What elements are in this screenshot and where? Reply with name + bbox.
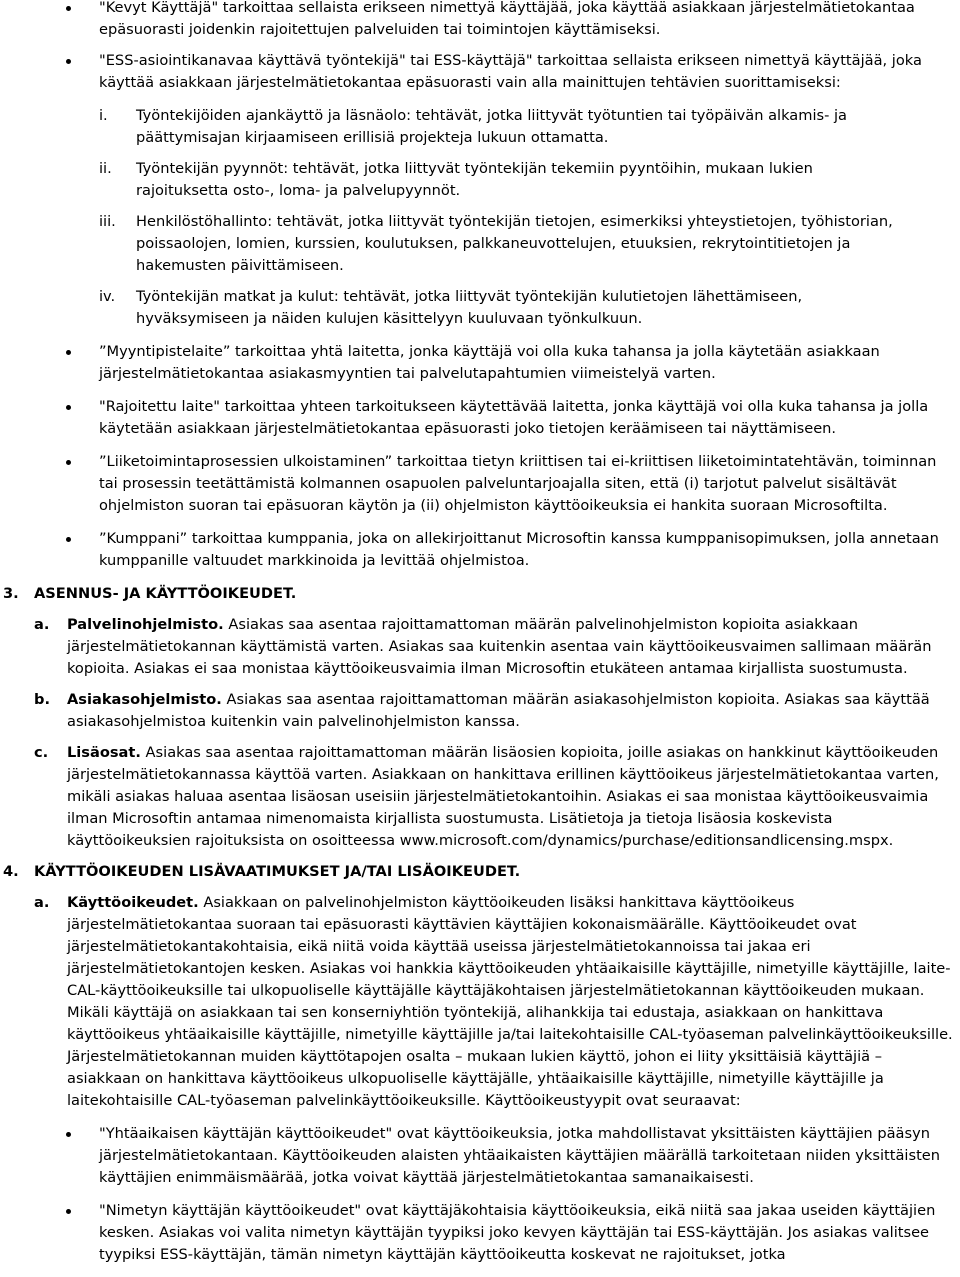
- roman-list-item: [0, 286, 960, 330]
- section-heading: [0, 861, 960, 883]
- subsection-letter: a.: [34, 616, 50, 633]
- list-item: [0, 341, 960, 385]
- subsection: [0, 742, 960, 852]
- section-title: ASENNUS- JA KÄYTTÖOIKEUDET.: [34, 585, 297, 602]
- subsection-letter: b.: [34, 691, 50, 708]
- list-item: [0, 1200, 960, 1266]
- subsection: [0, 614, 960, 680]
- subsection-title: Lisäosat.: [67, 744, 141, 761]
- section-title: KÄYTTÖOIKEUDEN LISÄVAATIMUKSET JA/TAI LISÄOIKEUDET.: [34, 863, 521, 880]
- subsection-text: Asiakas saa asentaa rajoittamattoman määrän asiakasohjelmiston kopioita. Asiakas saa käyttää asiakasohjelmistoa kuitenkin vain palvelinohjelmiston kanssa.: [67, 691, 930, 730]
- subsection-text: Asiakas saa asentaa rajoittamattoman määrän lisäosien kopioita, joille asiakas on hankkinut käyttöoikeuden järjestelmätietokannassa käyttöä varten. Asiakkaan on hankittava erillinen käyttöoikeus järjestelmätietokantaa varten, mikäli asiakas haluaa asentaa lisäosan useisiin järjestelmätietokantoihin. Asiakas ei saa monistaa käyttöoikeusvaimia ilman Microsoftin antamaa nimenomaista kirjallista suostumusta. Lisätietoja ja tietoja lisäosia koskevista käyttöoikeuksien rajoituksista on osoitteessa www.microsoft.com/dynamics/purchase/editionsandlicensing.mspx.: [67, 744, 939, 849]
- roman-numeral: i.: [99, 107, 108, 124]
- subsection-letter: a.: [34, 894, 50, 911]
- bullet-icon: [66, 6, 71, 11]
- roman-numeral: ii.: [99, 160, 112, 177]
- subsection: [0, 689, 960, 733]
- bullet-text: "ESS-asiointikanavaa käyttävä työntekijä" tai ESS-käyttäjä" tarkoittaa sellaista erikseen nimettyä käyttäjää, joka käyttää asiakkaan järjestelmätietokantaa epäsuorasti vain alla mainittujen tehtävien suorittamiseksi:: [99, 52, 922, 91]
- subsection-title: Palvelinohjelmisto.: [67, 616, 224, 633]
- bullet-icon: [66, 1209, 71, 1214]
- bullet-text: "Yhtäaikaisen käyttäjän käyttöoikeudet" ovat käyttöoikeuksia, jotka mahdollistavat yksittäisten käyttäjien pääsyn järjestelmätietokantaan. Käyttöoikeuden alaisten yhtäaikaisten käyttäjien määrällä tarkoitetaan niiden yksittäisten käyttäjien enimmäismäärää, jotka voivat käyttää järjestelmätietokantaa samanaikaisesti.: [99, 1125, 941, 1186]
- subsection-title: Käyttöoikeudet.: [67, 894, 199, 911]
- bullet-text: ”Liiketoimintaprosessien ulkoistaminen” tarkoittaa tietyn kriittisen tai ei-kriittisen liiketoimintatehtävän, toiminnan tai prosessin teetättämistä kolmannen osapuolen palveluntarjoajalla siten, että (i) tarjotut palvelut sisältävät ohjelmiston suoran tai epäsuoran käytön ja (ii) ohjelmiston käyttöoikeuksia ei hankita suoraan Microsoftilta.: [99, 453, 937, 514]
- bullet-text: "Rajoitettu laite" tarkoittaa yhteen tarkoitukseen käytettävää laitetta, jonka käyttäjä voi olla kuka tahansa ja jolla käytetään asiakkaan järjestelmätietokantaa epäsuorasti joko tietojen keräämiseen tai näyttämiseen.: [99, 398, 929, 437]
- list-item: [0, 528, 960, 572]
- bullet-icon: [66, 59, 71, 64]
- roman-item-text: Työntekijöiden ajankäyttö ja läsnäolo: tehtävät, jotka liittyvät työtuntien tai työpäivän alkamis- ja päättymisajan kirjaamiseen erillisiä projekteja lukuun ottamatta.: [136, 107, 848, 146]
- subsection-title: Asiakasohjelmisto.: [67, 691, 222, 708]
- roman-numeral: iv.: [99, 288, 116, 305]
- bullet-icon: [66, 460, 71, 465]
- subsection-letter: c.: [34, 744, 49, 761]
- list-item: [0, 451, 960, 517]
- bullet-icon: [66, 537, 71, 542]
- bullet-text: ”Kumppani” tarkoittaa kumppania, joka on allekirjoittanut Microsoftin kanssa kumppanisopimuksen, jolla annetaan kumppanille valtuudet markkinoida ja levittää ohjelmistoa.: [99, 530, 939, 569]
- bullet-icon: [66, 350, 71, 355]
- bullet-text: "Nimetyn käyttäjän käyttöoikeudet" ovat käyttäjäkohtaisia käyttöoikeuksia, eikä niitä saa jakaa useiden käyttäjien kesken. Asiakas voi valita nimetyn käyttäjän tyypiksi joko kevyen käyttäjän tai ESS-käyttäjän. Jos asiakas valitsee tyypiksi ESS-käyttäjän, tämän nimetyn käyttäjän käyttöoikeutta koskevat ne rajoitukset, jotka: [99, 1202, 936, 1263]
- section-number: 4.: [3, 863, 19, 880]
- roman-numeral: iii.: [99, 213, 116, 230]
- section-number: 3.: [3, 585, 19, 602]
- subsection: [0, 892, 960, 1112]
- subsection-text: Asiakas saa asentaa rajoittamattoman määrän palvelinohjelmiston kopioita asiakkaan järjestelmätietokannan käyttämistä varten. Asiakas saa kuitenkin asentaa vain käyttöoikeusvaimen sallimaan määrän kopioita. Asiakas ei saa monistaa käyttöoikeusvaimia ilman Microsoftin etukäteen antamaa kirjallista suostumusta.: [67, 616, 932, 677]
- roman-list-item: [0, 158, 960, 202]
- bullet-text: ”Myyntipistelaite” tarkoittaa yhtä laitetta, jonka käyttäjä voi olla kuka tahansa ja jolla käytetään asiakkaan järjestelmätietokantaa asiakasmyyntien tai palvelutapahtumien viimeistelyä varten.: [99, 343, 880, 382]
- roman-item-text: Työntekijän pyynnöt: tehtävät, jotka liittyvät työntekijän tekemiin pyyntöihin, mukaan lukien rajoituksetta osto-, loma- ja palvelupyynnöt.: [136, 160, 813, 199]
- bullet-text: "Kevyt Käyttäjä" tarkoittaa sellaista erikseen nimettyä käyttäjää, joka käyttää asiakkaan järjestelmätietokantaa epäsuorasti joidenkin rajoitettujen palveluiden tai toimintojen käyttämiseksi.: [99, 0, 915, 38]
- bullet-icon: [66, 405, 71, 410]
- subsection-text: Asiakkaan on palvelinohjelmiston käyttöoikeuden lisäksi hankittava käyttöoikeus järjestelmätietokantaa suoraan tai epäsuorasti käyttävien käyttäjien kokonaismäärälle. Käyttöoikeudet ovat järjestelmätietokantakohtaisia, eikä niitä voida käyttää useissa järjestelmätietokannoissa tai jakaa eri järjestelmätietokantojen kesken. Asiakas voi hankkia käyttöoikeuden yhtäaikaisille käyttäjille, nimetyille käyttäjille, laite-CAL-käyttöoikeuksille tai ulkopuoliselle käyttäjälle käyttäjäkohtaisen järjestelmätietokannan käyttöoikeuden mukaan. Mikäli käyttäjä on asiakkaan tai sen konserniyhtiön työntekijä, alihankkija tai edustaja, asiakkaan on hankittava käyttöoikeus yhtäaikaisille käyttäjille, nimetyille käyttäjille ja/tai laitekohtaisille CAL-työaseman palvelinkäyttöoikeuksille. Järjestelmätietokannan muiden käyttötapojen osalta – mukaan lukien käyttö, johon ei liity yksittäisiä käyttäjiä – asiakkaan on hankittava käyttöoikeus ulkopuoliselle käyttäjälle, yhtäaikaisille käyttäjille, nimetyille käyttäjille ja laitekohtaisille CAL-työaseman palvelinkäyttöoikeuksille. Käyttöoikeustyypit ovat seuraavat:: [67, 894, 953, 1109]
- roman-list-item: [0, 211, 960, 277]
- section-heading: [0, 583, 960, 605]
- list-item: [0, 396, 960, 440]
- bullet-icon: [66, 1132, 71, 1137]
- list-item: [0, 50, 960, 94]
- list-item: [0, 1123, 960, 1189]
- list-item: [0, 0, 960, 41]
- roman-item-text: Henkilöstöhallinto: tehtävät, jotka liittyvät työntekijän tietojen, esimerkiksi yhteystietojen, työhistorian, poissaolojen, lomien, kurssien, koulutuksen, palkkaneuvottelujen, etuuksien, rekrytointitietojen ja hakemusten päivittämiseen.: [136, 213, 893, 274]
- roman-item-text: Työntekijän matkat ja kulut: tehtävät, jotka liittyvät työntekijän kulutietojen lähettämiseen, hyväksymiseen ja näiden kulujen käsittelyyn kuuluvaan työnkulkuun.: [136, 288, 803, 327]
- roman-list-item: [0, 105, 960, 149]
